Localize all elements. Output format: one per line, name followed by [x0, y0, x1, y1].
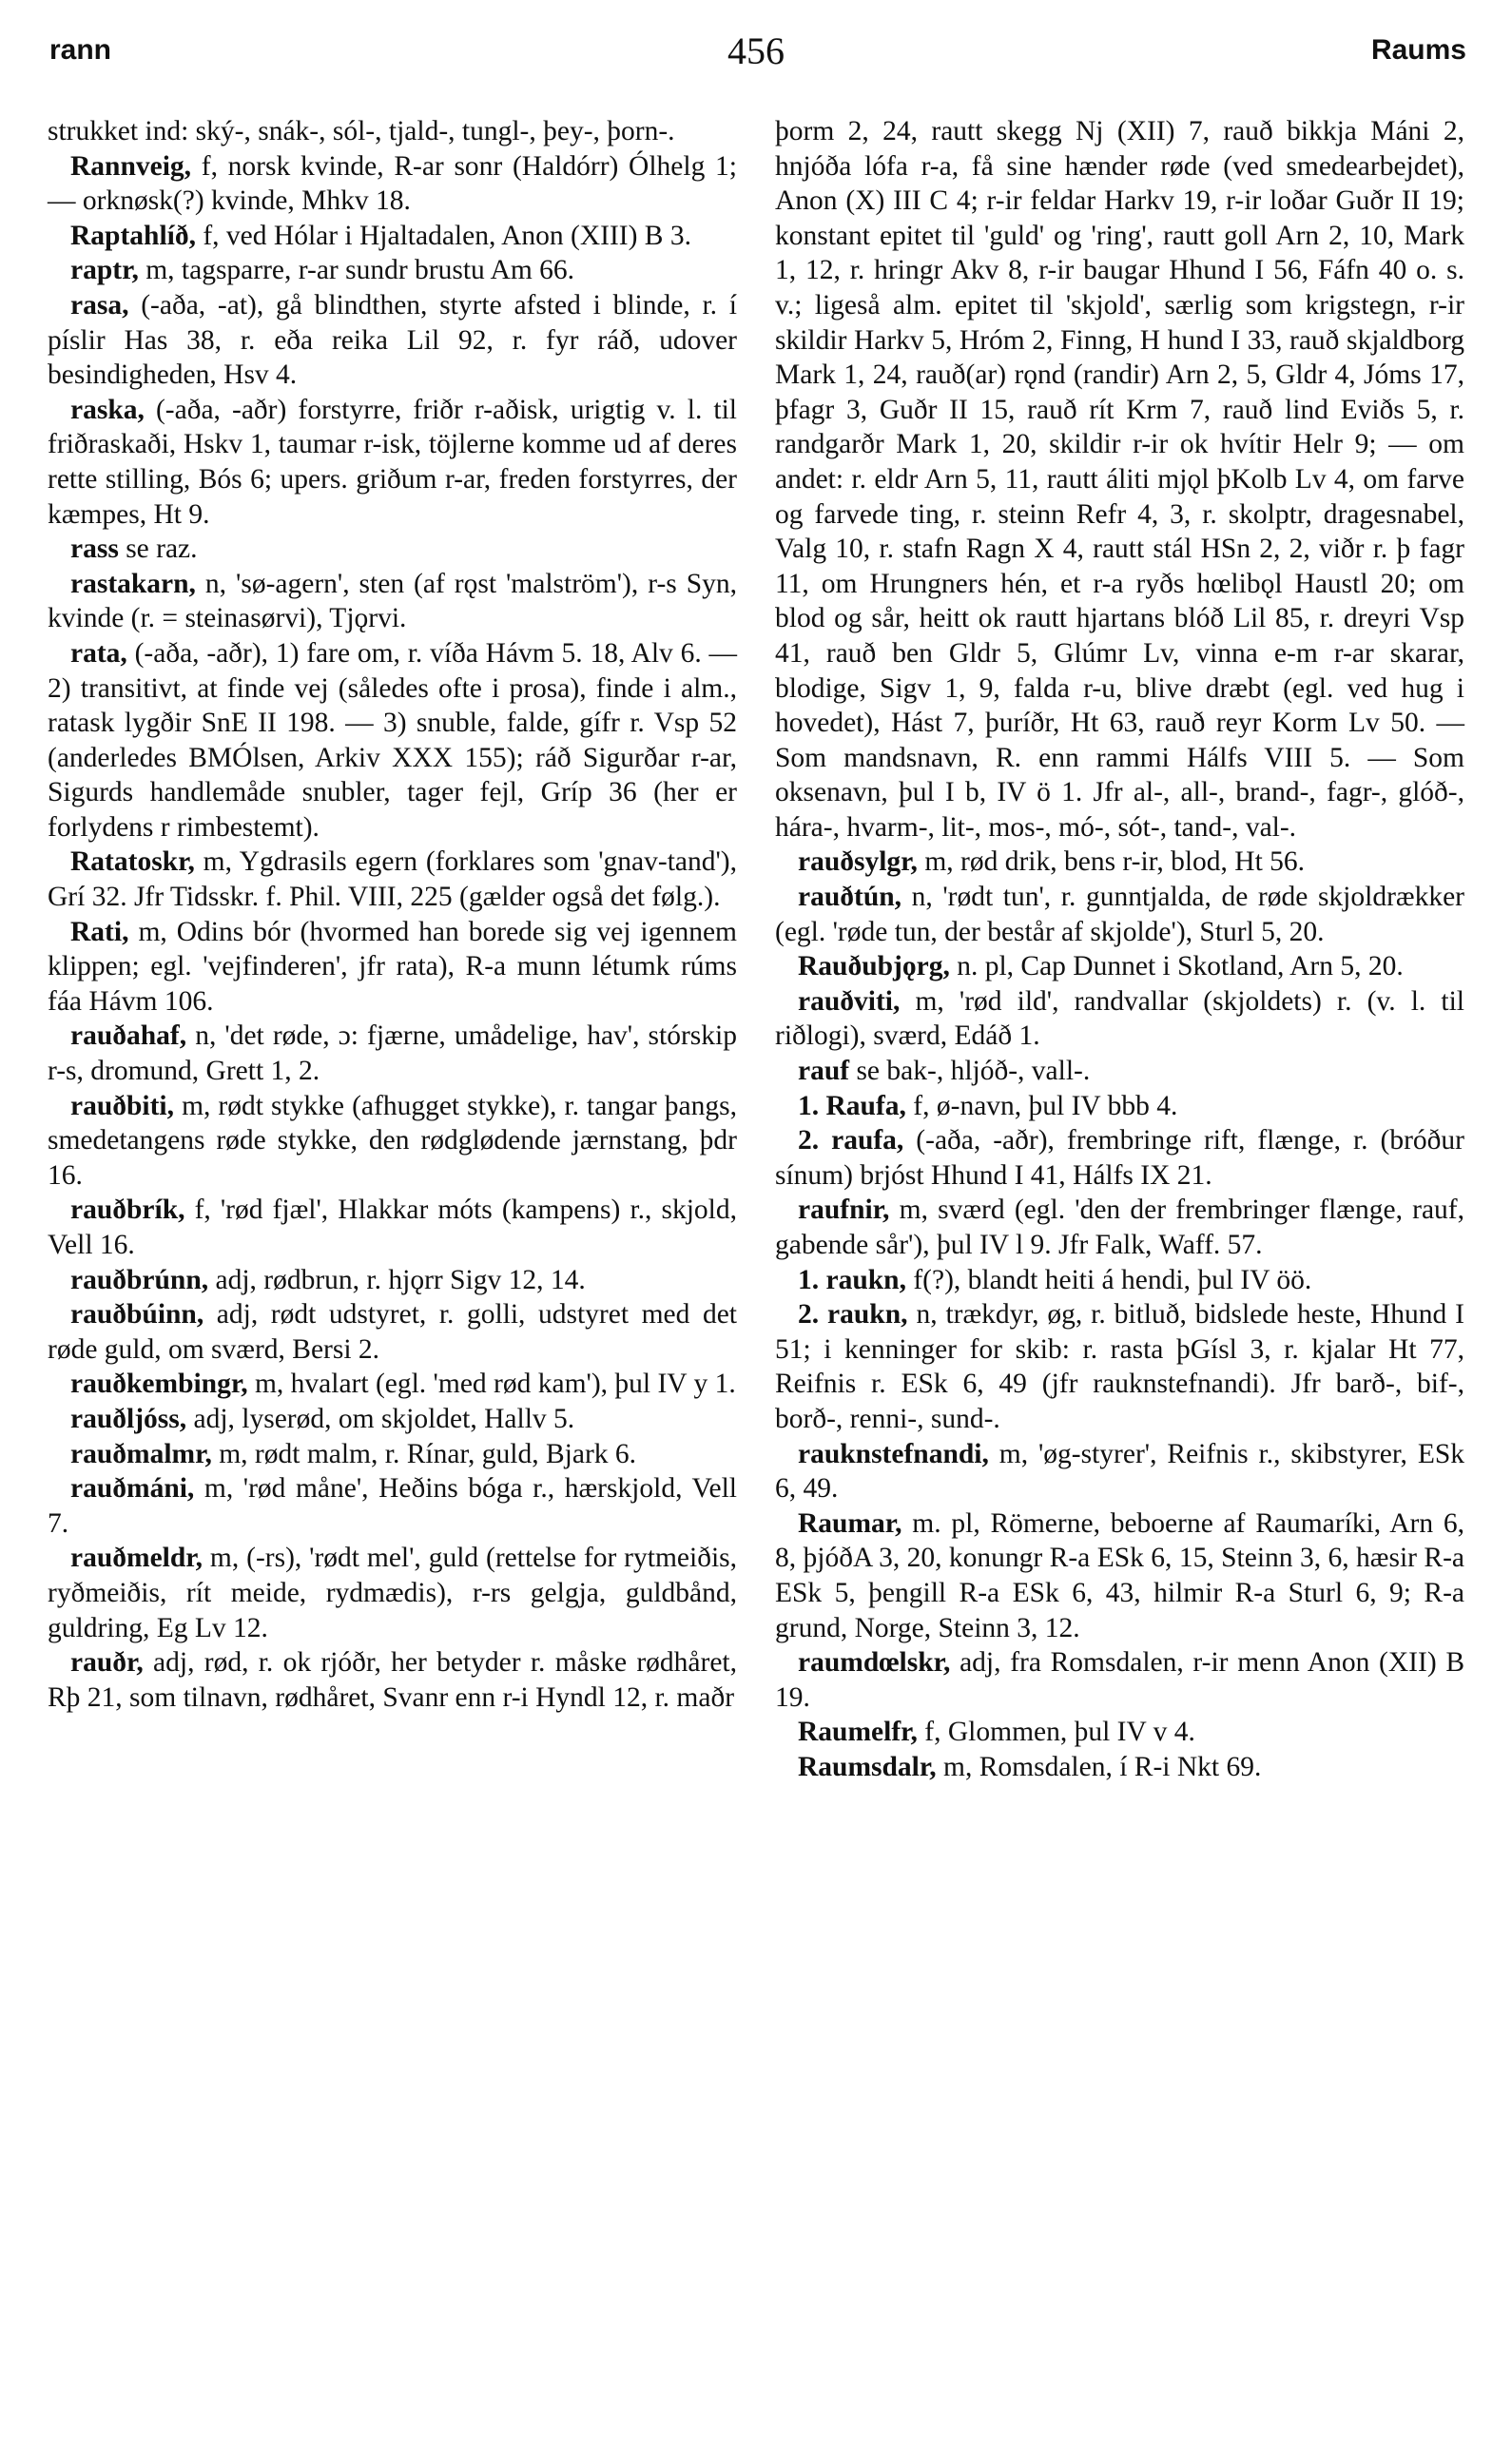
entry-headword: raska, — [70, 394, 145, 425]
left-column — [48, 114, 737, 1715]
dictionary-entry — [775, 1193, 1464, 1262]
right-column — [775, 114, 1464, 1785]
entry-definition: adj, lyserød, om skjoldet, Hallv 5. — [193, 1403, 575, 1434]
running-head-right: Raums — [1370, 34, 1466, 66]
dictionary-entry — [48, 1089, 737, 1194]
entry-headword: raptr, — [70, 255, 139, 286]
entry-definition: m, 'øg-styrer', Reifnis r., skibstyrer, ESk 6, 49. — [775, 1438, 1465, 1505]
dictionary-entry — [48, 1645, 737, 1715]
entry-definition: m, 'rød måne', Heðins bóga r., hærskjold, Vell 7. — [48, 1473, 737, 1539]
entry-definition: m, tagsparre, r-ar sundr brustu Am 66. — [145, 255, 575, 286]
entry-headword: rauðmalmr, — [70, 1438, 212, 1469]
dictionary-entry — [775, 1297, 1464, 1436]
entry-definition: m, hvalart (egl. 'med rød kam'), þul IV y 1. — [254, 1369, 736, 1400]
entry-headword: rauðbrúnn, — [70, 1264, 209, 1295]
entry-definition: f, norsk kvinde, R-ar sonr (Haldórr) Ólhelg 1; — orknøsk(?) kvinde, Mhkv 18. — [48, 150, 738, 217]
dictionary-entry — [48, 845, 737, 914]
entry-definition: n, 'det røde, ɔ: fjærne, umådelige, hav', stórskip r-s, dromund, Grett 1, 2. — [48, 1020, 737, 1087]
dictionary-entry — [48, 1193, 737, 1262]
dictionary-entry — [48, 567, 737, 636]
entry-definition: f, ø-navn, þul IV bbb 4. — [913, 1090, 1178, 1121]
entry-definition: m, rødt stykke (afhugget stykke), r. tangar þangs, smedetangens røde stykke, den rødglødende jærnstang, þdr 16. — [48, 1090, 738, 1191]
dictionary-entry — [48, 636, 737, 845]
dictionary-entry — [48, 915, 737, 1020]
dictionary-entry — [48, 1402, 737, 1437]
entry-definition: strukket ind: ský-, snák-, sól-, tjald-, tungl-, þey-, þorn-. — [48, 116, 675, 146]
dictionary-entry — [48, 532, 737, 567]
dictionary-entry — [48, 114, 737, 149]
entry-headword: rauf — [798, 1056, 850, 1087]
entry-headword: 1. Raufa, — [798, 1090, 906, 1121]
dictionary-entry — [48, 1541, 737, 1645]
entry-definition: n. pl, Cap Dunnet i Skotland, Arn 5, 20. — [957, 951, 1404, 982]
entry-headword: rauðmeldr, — [70, 1543, 204, 1574]
entry-headword: rauðbiti, — [70, 1090, 174, 1121]
dictionary-entry — [775, 880, 1464, 949]
entry-headword: rastakarn, — [70, 568, 196, 599]
entry-definition: n, 'sø-agern', sten (af rǫst 'malström'), r-s Syn, kvinde (r. = steinasørvi), Tjǫrvi. — [48, 568, 738, 634]
entry-definition: m, rødt malm, r. Rínar, guld, Bjark 6. — [219, 1438, 637, 1469]
entry-definition: þorm 2, 24, rautt skegg Nj (XII) 7, rauð bikkja Máni 2, hnjóða lófa r-a, få sine hænder røde (ved smedearbejdet), Anon (X) III C 4; r-ir feldar Harkv 19, r-ir loðar Guðr II 19; konstant epitet til 'guld' og 'ring', rautt goll Arn 2, 10, Mark 1, 12, r. hringr Akv 8, r-ir baugar Hhund I 56, Fáfn 40 o. s. v.; ligeså alm. epitet til 'skjold', særlig som krigstegn, r-ir skildir Harkv 5, Hróm 2, Finng, H hund I 33, rauð skjaldborg Mark 1, 24, rauð(ar) rǫnd (randir) Arn 2, 5, Gldr 4, Jóms 17, þfagr 3, Guðr II 15, rauð rít Krm 7, rauð lind Eviðs 5, r. randgarðr Mark 1, 20, skildir r-ir ok hvítir Helr 9; — om andet: r. eldr Arn 5, 11, rautt áliti mjǫl þKolb Lv 4, om farve og farvede ting, r. steinn Refr 4, 3, r. skolptr, dragesnabel, Valg 10, r. stafn Ragn X 4, rautt stál HSn 2, 2, viðr r. þ fagr 11, om Hrungners hén, et r-a ryðs hœlibǫl Haustl 20; om blod og sår, heitt ok rautt hjartans blóð Lil 85, r. dreyri Vsp 41, rauð ben Gldr 5, Glúmr Lv, vinna e-m r-ar skarar, blodige, Sigv 1, 9, falda r-u, blive dræbt (egl. ved hug i hovedet), Hást 7, þuríðr, Ht 63, rauð reyr Korm Lv 50. — Som mandsnavn, R. enn rammi Hálfs VIII 5. — Som oksenavn, þul I b, IV ö 1. Jfr al-, all-, brand-, fagr-, glóð-, hára-, hvarm-, lit-, mos-, mó-, sót-, tand-, val-. — [775, 116, 1464, 843]
page-number: 456 — [727, 29, 785, 72]
entry-definition: f, Glommen, þul IV v 4. — [924, 1717, 1195, 1748]
entry-headword: rauðtún, — [798, 882, 902, 913]
dictionary-entry — [48, 1297, 737, 1367]
entry-definition: n, 'rødt tun', r. gunntjalda, de røde skjoldrækker (egl. 'røde tun, der består af skjolde'), Sturl 5, 20. — [775, 882, 1464, 947]
entry-headword: rauðljóss, — [70, 1403, 187, 1434]
entry-headword: Rati, — [70, 916, 129, 947]
dictionary-entry — [48, 288, 737, 393]
entry-headword: Raumelfr, — [798, 1717, 918, 1748]
entry-definition: m, Odins bór (hvormed han borede sig vej igennem klippen; egl. 'vejfinderen', jfr rata), R-a munn létumk rúms fáa Hávm 106. — [48, 916, 737, 1017]
entry-definition: se bak-, hljóð-, vall-. — [856, 1056, 1091, 1087]
entry-headword: 2. raufa, — [798, 1125, 904, 1156]
entry-definition: adj, rødbrun, r. hjǫrr Sigv 12, 14. — [215, 1264, 586, 1295]
dictionary-entry — [775, 1715, 1464, 1750]
entry-headword: rauðkembingr, — [70, 1369, 248, 1400]
dictionary-entry — [48, 1263, 737, 1298]
entry-headword: rasa, — [70, 289, 129, 321]
entry-definition: f, 'rød fjæl', Hlakkar móts (kampens) r., skjold, Vell 16. — [48, 1195, 737, 1260]
dictionary-entry — [775, 1437, 1464, 1506]
dictionary-entry — [775, 1054, 1464, 1089]
dictionary-entry — [775, 1750, 1464, 1785]
dictionary-entry — [48, 253, 737, 288]
dictionary-entry — [48, 1437, 737, 1472]
dictionary-entry — [775, 1645, 1464, 1715]
dictionary-entry — [775, 1506, 1464, 1645]
entry-headword: rass — [70, 534, 119, 565]
dictionary-entry — [48, 1019, 737, 1088]
entry-headword: rauknstefnandi, — [798, 1438, 989, 1469]
entry-definition: f(?), blandt heiti á hendi, þul IV öö. — [913, 1264, 1312, 1295]
entry-headword: rata, — [70, 637, 127, 669]
dictionary-entry — [775, 1263, 1464, 1298]
entry-definition: m, Ygdrasils egern (forklares som 'gnav-tand'), Grí 32. Jfr Tidsskr. f. Phil. VIII, 225 (gælder også det følg.). — [48, 846, 738, 913]
entry-headword: Ratatoskr, — [70, 846, 195, 878]
entry-definition: m, Romsdalen, í R-i Nkt 69. — [943, 1751, 1262, 1782]
dictionary-entry — [48, 219, 737, 254]
entry-definition: m, 'rød ild', randvallar (skjoldets) r. (v. l. til riðlogi), sværd, Edáð 1. — [775, 985, 1464, 1052]
entry-headword: rauðbúinn, — [70, 1299, 204, 1331]
dictionary-entry — [48, 1471, 737, 1541]
dictionary-entry — [775, 984, 1464, 1054]
entry-definition: (-aða, -aðr), 1) fare om, r. víða Hávm 5. 18, Alv 6. — 2) transitivt, at finde vej (således ofte i prosa), finde i alm., ratask lygðir SnE II 198. — 3) snuble, falde, gífr r. Vsp 52 (anderledes BMÓlsen, Arkiv XXX 155); ráð Sigurðar r-ar, Sigurds handlemåde snubler, tager fejl, Gríp 36 (her er forlydens r rimbestemt). — [48, 637, 737, 843]
entry-headword: rauðr, — [70, 1647, 144, 1679]
entry-headword: 1. raukn, — [798, 1264, 906, 1295]
entry-headword: rauðviti, — [798, 985, 901, 1017]
entry-definition: (-aða, -at), gå blindthen, styrte afsted i blinde, r. í píslir Has 38, r. eða reika Lil 92, r. fyr ráð, udover besindigheden, Hsv 4. — [48, 289, 737, 391]
entry-headword: rauðmáni, — [70, 1473, 195, 1505]
entry-headword: rauðsylgr, — [798, 846, 918, 878]
entry-definition: adj, rød, r. ok rjóðr, her betyder r. måske rødhåret, Rþ 21, som tilnavn, rødhåret, Svanr enn r-i Hyndl 12, r. maðr — [48, 1647, 737, 1713]
dictionary-entry — [775, 845, 1464, 880]
entry-headword: Raumar, — [798, 1507, 902, 1539]
entry-headword: 2. raukn, — [798, 1299, 908, 1331]
dictionary-entry — [775, 114, 1464, 845]
entry-definition: (-aða, -aðr), frembringe rift, flænge, r. (bróður sínum) brjóst Hhund I 41, Hálfs IX 21. — [775, 1125, 1465, 1191]
dictionary-entry — [775, 1123, 1464, 1193]
entry-definition: adj, fra Romsdalen, r-ir menn Anon (XII) B 19. — [775, 1647, 1465, 1713]
entry-definition: m. pl, Römerne, beboerne af Raumaríki, Arn 6, 8, þjóðA 3, 20, konungr R-a ESk 6, 15, Steinn 3, 6, hæsir R-a ESk 5, þengill R-a ESk 6, 43, hilmir R-a Sturl 6, 9; R-a grund, Norge, Steinn 3, 12. — [775, 1507, 1464, 1643]
entry-definition: m, sværd (egl. 'den der frembringer flænge, rauf, gabende sår'), þul IV l 9. Jfr Falk, Waff. 57. — [775, 1195, 1465, 1260]
entry-headword: raumdœlskr, — [798, 1647, 951, 1679]
entry-headword: Raptahlíð, — [70, 220, 196, 251]
entry-definition: adj, rødt udstyret, r. golli, udstyret med det røde guld, om sværd, Bersi 2. — [48, 1299, 737, 1365]
entry-headword: Rannveig, — [70, 150, 192, 182]
entry-headword: rauðahaf, — [70, 1020, 187, 1052]
running-head-left: rann — [49, 34, 112, 66]
entry-headword: Rauðubjǫrg, — [798, 951, 950, 982]
entry-definition: m, rød drik, bens r-ir, blod, Ht 56. — [924, 846, 1306, 878]
entry-definition: f, ved Hólar i Hjaltadalen, Anon (XIII) B 3. — [203, 220, 691, 251]
entry-definition: se raz. — [126, 534, 198, 565]
dictionary-entry — [48, 149, 737, 219]
dictionary-entry — [775, 1089, 1464, 1124]
dictionary-entry — [48, 1367, 737, 1402]
entry-definition: n, trækdyr, øg, r. bitluð, bidslede heste, Hhund I 51; i kenninger for skib: r. rasta þGísl 3, r. kjalar Ht 77, Reifnis r. ESk 6, 49 (jfr rauknstefnandi). Jfr barð-, bif-, borð-, renni-, sund-. — [775, 1299, 1464, 1434]
entry-headword: raufnir, — [798, 1195, 890, 1226]
dictionary-entry — [775, 949, 1464, 984]
entry-definition: (-aða, -aðr) forstyrre, friðr r-aðisk, urigtig v. l. til friðraskaði, Hskv 1, taumar r-isk, töjlerne komme ud af deres rette stilling, Bós 6; upers. griðum r-ar, freden forstyrres, der kæmpes, Ht 9. — [48, 394, 737, 530]
dictionary-entry — [48, 393, 737, 532]
entry-headword: Raumsdalr, — [798, 1751, 937, 1782]
entry-definition: m, (-rs), 'rødt mel', guld (rettelse for rytmeiðis, ryðmeiðis, rít meide, rydmædis), r-rs gelgja, guldbånd, guldring, Eg Lv 12. — [48, 1543, 737, 1643]
entry-headword: rauðbrík, — [70, 1195, 185, 1226]
